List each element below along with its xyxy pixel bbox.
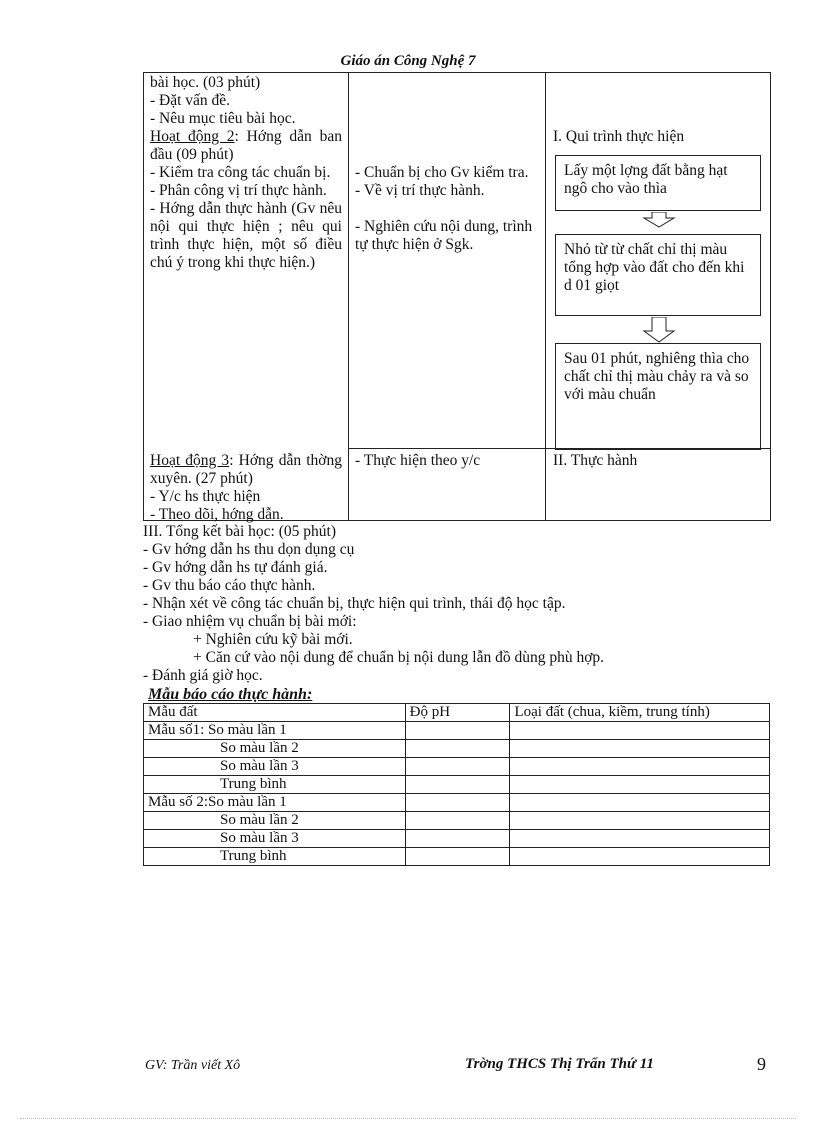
report-row: [144, 740, 770, 758]
sample-label: Mẫu số 2:So màu lần 1: [144, 794, 406, 812]
summary-item: - Gv thu báo cáo thực hành.: [143, 577, 316, 594]
page-header-title: Giáo án Công Nghệ 7: [340, 53, 476, 69]
summary-item: - Giao nhiệm vụ chuẩn bị bài mới:: [143, 613, 357, 630]
report-header-row: [144, 704, 770, 722]
footer-author: GV: Trần viết Xô: [145, 1058, 241, 1073]
activity-line: - Hớng dẫn thực hành (Gv nêu nội qui thực hiện ; nêu qui trình thực hiện, một số điều chú ý trong khi thực hiện.): [150, 200, 342, 271]
soil-type-cell: [510, 830, 770, 848]
summary-item: - Gv hớng dẫn hs tự đánh giá.: [143, 559, 328, 576]
report-header-cell: Loại đất (chua, kiềm, trung tính): [510, 704, 770, 722]
activity-label: Hoạt động 2: [150, 128, 235, 145]
sample-label: Trung bình: [144, 848, 406, 866]
ph-cell: [405, 776, 510, 794]
activity-line: bài học. (03 phút): [150, 74, 261, 91]
activity-3-heading: [150, 452, 342, 488]
activity-line: - Y/c hs thực hiện: [150, 488, 261, 505]
summary-item: - Nhận xét về công tác chuẩn bị, thực hiện qui trình, thái độ học tập.: [143, 595, 566, 612]
row2-activities: [150, 452, 342, 524]
activity-desc: : Hớng dẫn ban đầu (09 phút): [150, 128, 342, 163]
table-divider-1: [348, 72, 349, 520]
row2-student-task: - Thực hiện theo y/c: [355, 452, 481, 469]
table-divider-2: [545, 72, 546, 520]
sample-label: Trung bình: [144, 776, 406, 794]
soil-type-cell: [510, 740, 770, 758]
soil-type-cell: [510, 722, 770, 740]
sample-label: So màu lần 2: [144, 740, 406, 758]
summary-item: - Gv hớng dẫn hs thu dọn dụng cụ: [143, 541, 355, 558]
ph-cell: [405, 740, 510, 758]
ph-cell: [405, 758, 510, 776]
procedure-heading: I. Qui trình thực hiện: [553, 128, 685, 145]
ph-cell: [405, 812, 510, 830]
row1-activities: [150, 74, 342, 272]
summary-item: - Đánh giá giờ học.: [143, 667, 263, 684]
report-header-cell: Độ pH: [405, 704, 510, 722]
sample-label: So màu lần 2: [144, 812, 406, 830]
sample-label: Mẫu số1: So màu lần 1: [144, 722, 406, 740]
procedure-step-2: Nhỏ từ từ chất chỉ thị màu tổng hợp vào đất cho đến khi d 01 giọt: [555, 234, 761, 316]
sample-label: So màu lần 3: [144, 830, 406, 848]
practice-heading: II. Thực hành: [553, 452, 638, 469]
report-row: [144, 812, 770, 830]
activity-label: Hoạt động 3: [150, 452, 230, 469]
report-title: Mẫu báo cáo thực hành:: [148, 686, 313, 703]
activity-line: - Đặt vấn đề.: [150, 92, 231, 109]
procedure-step-1: Lấy một lợng đất bằng hạt ngô cho vào thìa: [555, 155, 761, 211]
table-border-right: [770, 72, 771, 520]
ph-cell: [405, 722, 510, 740]
down-arrow-icon: [641, 212, 677, 228]
table-border-left: [143, 72, 144, 520]
summary-title: III. Tổng kết bài học: (05 phút): [143, 523, 336, 540]
summary-sub-item: + Căn cứ vào nội dung để chuẩn bị nội dung lẫn đồ dùng phù hợp.: [193, 649, 605, 666]
soil-type-cell: [510, 758, 770, 776]
report-header-cell: Mẫu đất: [144, 704, 406, 722]
activity-line: - Nêu mục tiêu bài học.: [150, 110, 296, 127]
soil-type-cell: [510, 794, 770, 812]
student-task: - Về vị trí thực hành.: [355, 182, 485, 199]
student-task: - Nghiên cứu nội dung, trình tự thực hiện ở Sgk.: [355, 218, 533, 253]
summary-sub-item: + Nghiên cứu kỹ bài mới.: [193, 631, 353, 648]
activity-line: - Phân công vị trí thực hành.: [150, 182, 327, 199]
report-row: [144, 722, 770, 740]
ph-cell: [405, 848, 510, 866]
student-task: - Chuẩn bị cho Gv kiểm tra.: [355, 164, 529, 181]
procedure-step-3: Sau 01 phút, nghiêng thìa cho chất chỉ thị màu chảy ra và so với màu chuẩn: [555, 343, 761, 450]
lesson-summary: [143, 523, 783, 685]
soil-type-cell: [510, 812, 770, 830]
sample-label: So màu lần 3: [144, 758, 406, 776]
report-row: [144, 794, 770, 812]
activity-2-heading: [150, 128, 342, 164]
header-rule: [143, 72, 770, 73]
soil-type-cell: [510, 848, 770, 866]
report-row: [144, 758, 770, 776]
page-bottom-rule: [20, 1118, 796, 1119]
footer-school: Trờng THCS Thị Trấn Thứ 11: [465, 1056, 654, 1072]
report-row: [144, 776, 770, 794]
page-number: 9: [757, 1054, 766, 1074]
soil-type-cell: [510, 776, 770, 794]
down-arrow-icon: [641, 317, 677, 343]
activity-line: - Kiểm tra công tác chuẩn bị.: [150, 164, 331, 181]
report-row: [144, 830, 770, 848]
ph-cell: [405, 830, 510, 848]
report-row: [144, 848, 770, 866]
activity-line: - Theo dõi, hớng dẫn.: [150, 506, 284, 523]
report-table: [143, 703, 770, 866]
activity-desc: : Hớng dẫn thờng xuyên. (27 phút): [150, 452, 342, 487]
ph-cell: [405, 794, 510, 812]
row1-student-tasks: [355, 164, 541, 254]
